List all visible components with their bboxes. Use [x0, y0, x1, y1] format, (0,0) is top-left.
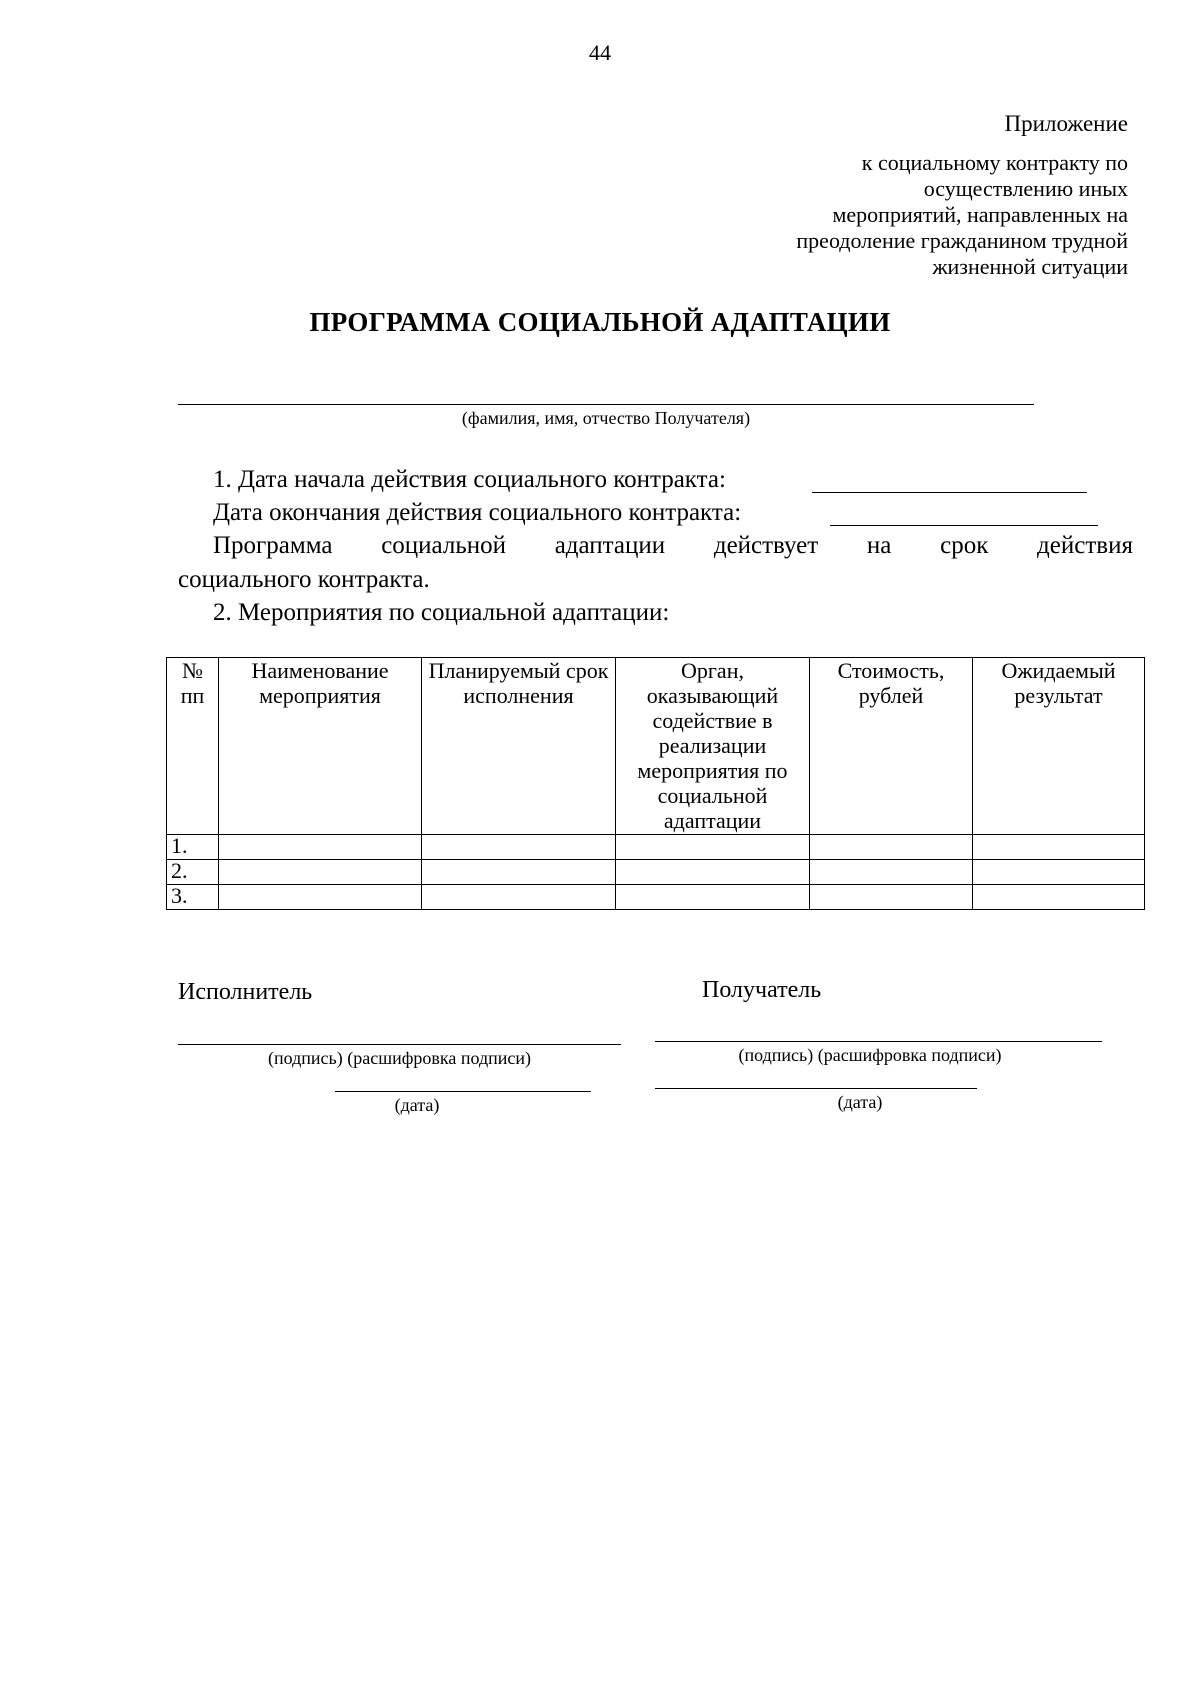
appendix-line: к социальному контракту по: [861, 150, 1128, 175]
appendix-line: осуществлению иных: [923, 176, 1128, 201]
table-cell[interactable]: [219, 835, 422, 860]
table-row: [167, 835, 1145, 860]
header-number: № пп: [167, 658, 219, 835]
start-date-field[interactable]: [812, 492, 1087, 493]
program-word: Программа: [213, 532, 333, 559]
table-cell[interactable]: [973, 860, 1145, 885]
program-duration-line: [213, 532, 1133, 560]
table-cell[interactable]: [810, 860, 973, 885]
executor-label: Исполнитель: [178, 979, 313, 1005]
appendix-line: мероприятий, направленных на: [832, 202, 1128, 227]
table-cell[interactable]: [219, 885, 422, 910]
row-number: 3.: [167, 885, 219, 910]
table-cell[interactable]: [973, 885, 1145, 910]
program-word: социальной: [381, 532, 506, 559]
appendix-title: Приложение: [1004, 111, 1128, 136]
header-activity-name: Наименование мероприятия: [219, 658, 422, 835]
program-word: адаптации: [554, 532, 666, 559]
recipient-signature-line[interactable]: [655, 1041, 1102, 1042]
table-cell[interactable]: [422, 885, 616, 910]
recipient-name-line[interactable]: [178, 404, 1034, 405]
table-cell[interactable]: [810, 835, 973, 860]
executor-date-caption: (дата): [394, 1095, 440, 1115]
row-number: 1.: [167, 835, 219, 860]
recipient-label: Получатель: [702, 977, 822, 1003]
table-cell[interactable]: [422, 860, 616, 885]
start-date-label: 1. Дата начала действия социального контракта:: [213, 466, 726, 493]
header-expected-result: Ожидаемый результат: [973, 658, 1145, 835]
table-row: [167, 860, 1145, 885]
executor-signature-line[interactable]: [178, 1044, 621, 1045]
program-word: срок: [940, 532, 989, 559]
appendix-line: жизненной ситуации: [932, 254, 1128, 279]
program-word: действует: [713, 532, 819, 559]
appendix-subtitle: [708, 150, 1128, 280]
table-cell[interactable]: [616, 860, 810, 885]
header-cost: Стоимость, рублей: [810, 658, 973, 835]
recipient-signature-caption: (подпись) (расшифровка подписи): [738, 1045, 1002, 1065]
document-title: ПРОГРАММА СОЦИАЛЬНОЙ АДАПТАЦИИ: [309, 307, 891, 337]
recipient-date-line[interactable]: [655, 1088, 977, 1089]
program-duration-end: социального контракта.: [178, 566, 430, 593]
table-cell[interactable]: [810, 885, 973, 910]
table-cell[interactable]: [616, 885, 810, 910]
executor-signature-caption: (подпись) (расшифровка подписи): [268, 1048, 531, 1068]
table-cell[interactable]: [219, 860, 422, 885]
end-date-field[interactable]: [830, 525, 1098, 526]
header-planned-term: Планируемый срок исполнения: [422, 658, 616, 835]
section2-label: 2. Мероприятия по социальной адаптации:: [213, 599, 670, 626]
end-date-label: Дата окончания действия социального контракта:: [213, 499, 742, 526]
table-cell[interactable]: [973, 835, 1145, 860]
appendix-line: преодоление гражданином трудной: [796, 228, 1128, 253]
recipient-date-caption: (дата): [837, 1092, 883, 1112]
row-number: 2.: [167, 860, 219, 885]
table-row: [167, 885, 1145, 910]
executor-date-line[interactable]: [335, 1091, 591, 1092]
header-responsible-body: Орган, оказывающий содействие в реализации мероприятия по социальной адаптации: [616, 658, 810, 835]
recipient-name-caption: (фамилия, имя, отчество Получателя): [461, 408, 751, 428]
table-header-row: [167, 658, 1145, 835]
table-cell[interactable]: [422, 835, 616, 860]
program-word: на: [866, 532, 892, 559]
program-word: действия: [1037, 532, 1133, 559]
table-cell[interactable]: [616, 835, 810, 860]
activities-table: [166, 657, 1145, 910]
page-number: 44: [589, 40, 611, 65]
